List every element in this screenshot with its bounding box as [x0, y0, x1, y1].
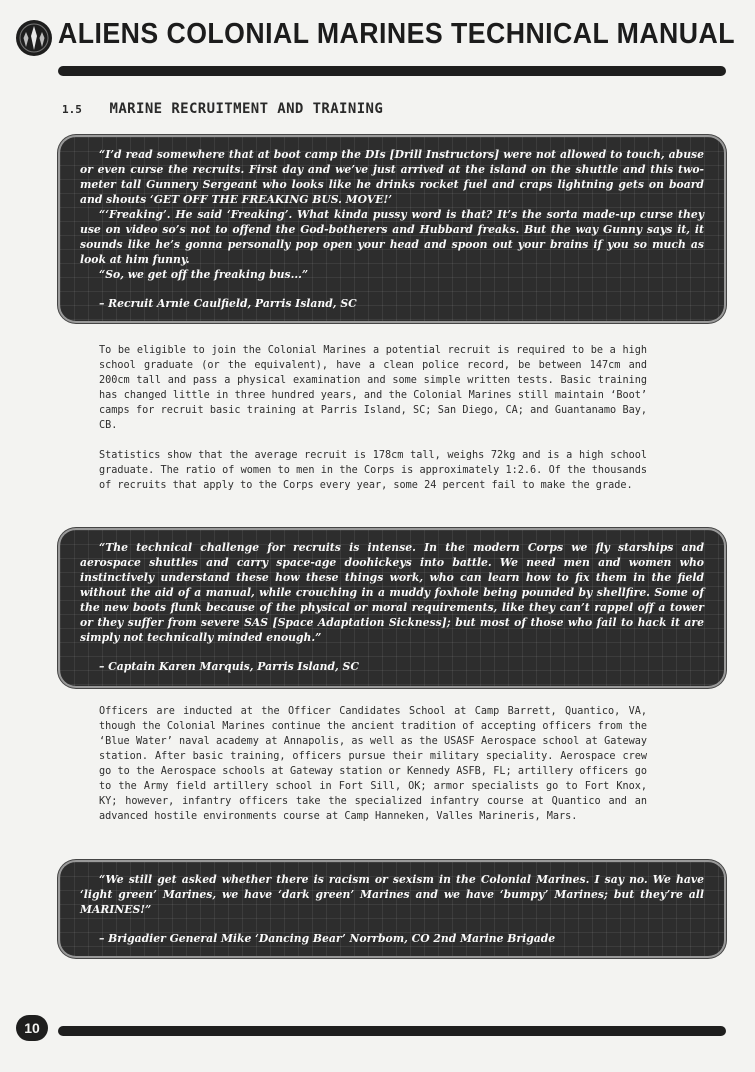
quote-box-captain: [60, 530, 724, 686]
quote-attribution: – Captain Karen Marquis, Parris Island, SC: [99, 660, 359, 673]
quote-paragraph: “‘Freaking’. He said ‘Freaking’. What kinda pussy word is that? It’s the sorta made-up curse they use on video so’s not to offend the God-botherers and Hubbard freaks. But the way Gunny says it, it sounds like he’s gonna personally pop open your head and spoon out your brains if you so much as look at him funny.: [80, 208, 704, 266]
quote-attribution: – Brigadier General Mike ‘Dancing Bear’ Norrbom, CO 2nd Marine Brigade: [99, 932, 556, 945]
quote-paragraph: “The technical challenge for recruits is intense. In the modern Corps we fly starships and aerospace shuttles and carry space-age doohickeys into battle. We need men and women who instinctively understand these how these things work, who can learn how to fix them in the field without the aid of a manual, while crouching in a muddy foxhole being pounded by shellfire. Some of the new boots flunk because of the physical or moral requirements, like they can’t rappel off a tower or they suffer from severe SAS [Space Adaptation Sickness]; but most of those who fail to hack it are simply not technically minded enough.”: [80, 541, 704, 644]
body-text-officers: [99, 704, 647, 839]
quote-paragraph: “We still get asked whether there is racism or sexism in the Colonial Marines. I say no. We have ‘light green’ Marines, we have ‘dark green’ Marines and we have ‘bumpy’ Marines; but they’re all MARINES!”: [80, 873, 704, 916]
paragraph-eligibility: To be eligible to join the Colonial Marines a potential recruit is required to be a high school graduate (or the equivalent), have a clean police record, be between 147cm and 200cm tall and pass a physical examination and some simple written tests. Basic training has changed little in three hundred years, and the Colonial Marines still maintain ‘Boot’ camps for recruit basic training at Parris Island, SC; San Diego, CA; and Guantanamo Bay, CB.: [99, 345, 647, 431]
quote-paragraph: “So, we get off the freaking bus...”: [99, 268, 309, 281]
paragraph-officers: Officers are inducted at the Officer Candidates School at Camp Barrett, Quantico, VA, though the Colonial Marines continue the ancient tradition of accepting officers from the ‘Blue Water’ naval academy at Annapolis, as well as the USASF Aerospace school at Gateway station. After basic training, officers pursue their military speciality. Aerospace crew go to the Aerospace schools at Gateway station or Kennedy ASFB, FL; artillery officers go to the Army field artillery school in Fort Sill, OK; armor specialists go to Fort Knox, KY; however, infantry officers take the specialized infantry course at Quantico and an advanced hostile environments course at Camp Hanneken, Valles Marineris, Mars.: [99, 706, 647, 822]
body-text-recruitment: [99, 343, 647, 508]
quote-paragraph: “I’d read somewhere that at boot camp the DIs [Drill Instructors] were not allowed to touch, abuse or even curse the recruits. First day and we’ve just arrived at the island on the shuttle and this two-meter tall Gunnery Sergeant who looks like he drinks rocket fuel and craps lightning gets on board and shouts ‘GET OFF THE FREAKING BUS. MOVE!’: [80, 148, 704, 206]
paragraph-statistics: Statistics show that the average recruit is 178cm tall, weighs 72kg and is a high school graduate. The ratio of women to men in the Corps is approximately 1:2.6. Of the thousands of recruits that apply to the Corps every year, some 24 percent fail to make the grade.: [99, 450, 647, 491]
page-number: 10: [16, 1015, 48, 1041]
section-title: MARINE RECRUITMENT AND TRAINING: [109, 101, 384, 117]
quote-box-general: [60, 862, 724, 956]
manual-title: ALIENS COLONIAL MARINES TECHNICAL MANUAL: [58, 18, 736, 50]
footer-divider: [58, 1026, 726, 1036]
quote-attribution: – Recruit Arnie Caulfield, Parris Island, SC: [99, 297, 357, 310]
section-number: 1.5: [62, 103, 82, 116]
quote-box-recruit: [60, 137, 724, 321]
marines-emblem-icon: [16, 20, 52, 56]
header-divider: [58, 66, 726, 76]
section-heading: [62, 98, 383, 117]
